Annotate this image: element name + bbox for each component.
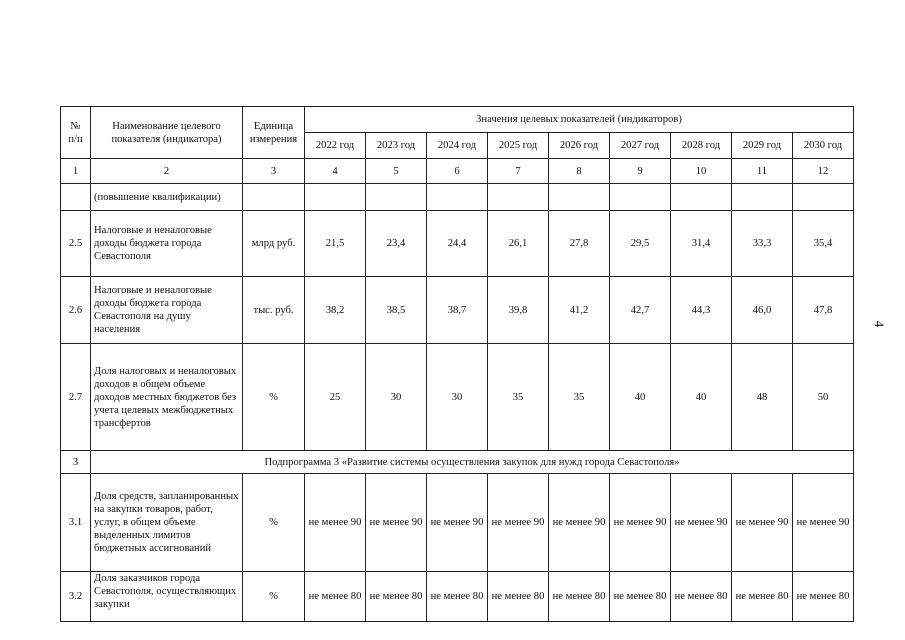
indicator-value: 27,8 — [549, 211, 610, 277]
year-header: 2030 год — [793, 133, 854, 159]
indicator-value: 30 — [427, 344, 488, 451]
column-number: 9 — [610, 159, 671, 184]
year-header: 2023 год — [366, 133, 427, 159]
indicator-value: не менее 90 — [305, 474, 366, 572]
year-header: 2026 год — [549, 133, 610, 159]
indicator-row — [61, 277, 854, 344]
indicator-value: 26,1 — [488, 211, 549, 277]
header-unit: Единица измерения — [243, 107, 305, 159]
year-header: 2024 год — [427, 133, 488, 159]
column-number: 1 — [61, 159, 91, 184]
indicator-value: не менее 80 — [610, 572, 671, 622]
indicator-value: не менее 80 — [366, 572, 427, 622]
indicator-value: 40 — [610, 344, 671, 451]
indicator-num: 2.7 — [61, 344, 91, 451]
subprogram-row — [61, 451, 854, 474]
indicator-value: 39,8 — [488, 277, 549, 344]
indicator-value: 23,4 — [366, 211, 427, 277]
indicator-value: не менее 80 — [305, 572, 366, 622]
continuation-row — [61, 184, 854, 211]
indicator-value: не менее 80 — [427, 572, 488, 622]
indicator-value: 35 — [488, 344, 549, 451]
indicator-unit: % — [243, 474, 305, 572]
column-number: 7 — [488, 159, 549, 184]
indicator-value: 41,2 — [549, 277, 610, 344]
column-number: 8 — [549, 159, 610, 184]
indicator-value: не менее 80 — [793, 572, 854, 622]
indicator-name: Доля налоговых и неналоговых доходов в общем объеме доходов местных бюджетов без учета целевых межбюджетных трансфертов — [91, 344, 243, 451]
column-number: 4 — [305, 159, 366, 184]
indicator-value: 48 — [732, 344, 793, 451]
subprogram-num: 3 — [61, 451, 91, 474]
indicator-value: не менее 90 — [610, 474, 671, 572]
indicator-value: не менее 90 — [793, 474, 854, 572]
year-header: 2025 год — [488, 133, 549, 159]
indicator-value: 38,2 — [305, 277, 366, 344]
header-values-title: Значения целевых показателей (индикаторов) — [305, 107, 854, 133]
indicator-value: 44,3 — [671, 277, 732, 344]
indicator-value: не менее 90 — [732, 474, 793, 572]
indicator-value: 40 — [671, 344, 732, 451]
page-number: 4 — [872, 320, 887, 328]
indicator-value: не менее 90 — [671, 474, 732, 572]
indicator-num: 3.2 — [61, 572, 91, 622]
indicator-value: 30 — [366, 344, 427, 451]
indicator-value: не менее 80 — [671, 572, 732, 622]
indicator-value: не менее 90 — [366, 474, 427, 572]
column-number: 10 — [671, 159, 732, 184]
indicator-value: 25 — [305, 344, 366, 451]
indicator-row — [61, 211, 854, 277]
header-num: № п/п — [61, 107, 91, 159]
indicator-value: не менее 90 — [549, 474, 610, 572]
indicator-unit: тыс. руб. — [243, 277, 305, 344]
indicator-unit: млрд руб. — [243, 211, 305, 277]
indicator-value: не менее 80 — [549, 572, 610, 622]
subprogram-title: Подпрограмма 3 «Развитие системы осуществления закупок для нужд города Севастополя» — [91, 451, 854, 474]
indicator-num: 3.1 — [61, 474, 91, 572]
indicator-value: 42,7 — [610, 277, 671, 344]
indicator-name: Доля заказчиков города Севастополя, осуществляющих закупки — [91, 572, 243, 622]
column-number: 11 — [732, 159, 793, 184]
column-number: 3 — [243, 159, 305, 184]
indicator-value: 24,4 — [427, 211, 488, 277]
indicator-value: 29,5 — [610, 211, 671, 277]
year-header: 2028 год — [671, 133, 732, 159]
indicator-name: Налоговые и неналоговые доходы бюджета города Севастополя — [91, 211, 243, 277]
indicator-name: (повышение квалификации) — [91, 184, 243, 211]
target-indicators-table — [60, 106, 854, 622]
indicator-value: не менее 80 — [732, 572, 793, 622]
indicator-value: 33,3 — [732, 211, 793, 277]
indicator-num: 2.6 — [61, 277, 91, 344]
indicator-name: Доля средств, запланированных на закупки товаров, работ, услуг, в общем объеме выделенных лимитов бюджетных ассигнований — [91, 474, 243, 572]
year-header: 2029 год — [732, 133, 793, 159]
indicator-unit: % — [243, 344, 305, 451]
column-number: 12 — [793, 159, 854, 184]
header-name: Наименование целевого показателя (индикатора) — [91, 107, 243, 159]
indicator-value: 35 — [549, 344, 610, 451]
year-header: 2022 год — [305, 133, 366, 159]
indicator-value: 35,4 — [793, 211, 854, 277]
indicator-row — [61, 474, 854, 572]
indicator-value: не менее 90 — [488, 474, 549, 572]
indicator-row — [61, 572, 854, 622]
indicator-row — [61, 344, 854, 451]
column-number: 6 — [427, 159, 488, 184]
indicator-value: не менее 80 — [488, 572, 549, 622]
indicator-value: 31,4 — [671, 211, 732, 277]
indicator-value: не менее 90 — [427, 474, 488, 572]
indicator-value: 50 — [793, 344, 854, 451]
indicator-unit: % — [243, 572, 305, 622]
indicator-name: Налоговые и неналоговые доходы бюджета города Севастополя на душу населения — [91, 277, 243, 344]
column-number: 2 — [91, 159, 243, 184]
indicator-value: 38,5 — [366, 277, 427, 344]
indicator-value: 47,8 — [793, 277, 854, 344]
indicator-value: 38,7 — [427, 277, 488, 344]
column-number: 5 — [366, 159, 427, 184]
indicator-value: 21,5 — [305, 211, 366, 277]
indicator-value: 46,0 — [732, 277, 793, 344]
indicator-num: 2.5 — [61, 211, 91, 277]
year-header: 2027 год — [610, 133, 671, 159]
